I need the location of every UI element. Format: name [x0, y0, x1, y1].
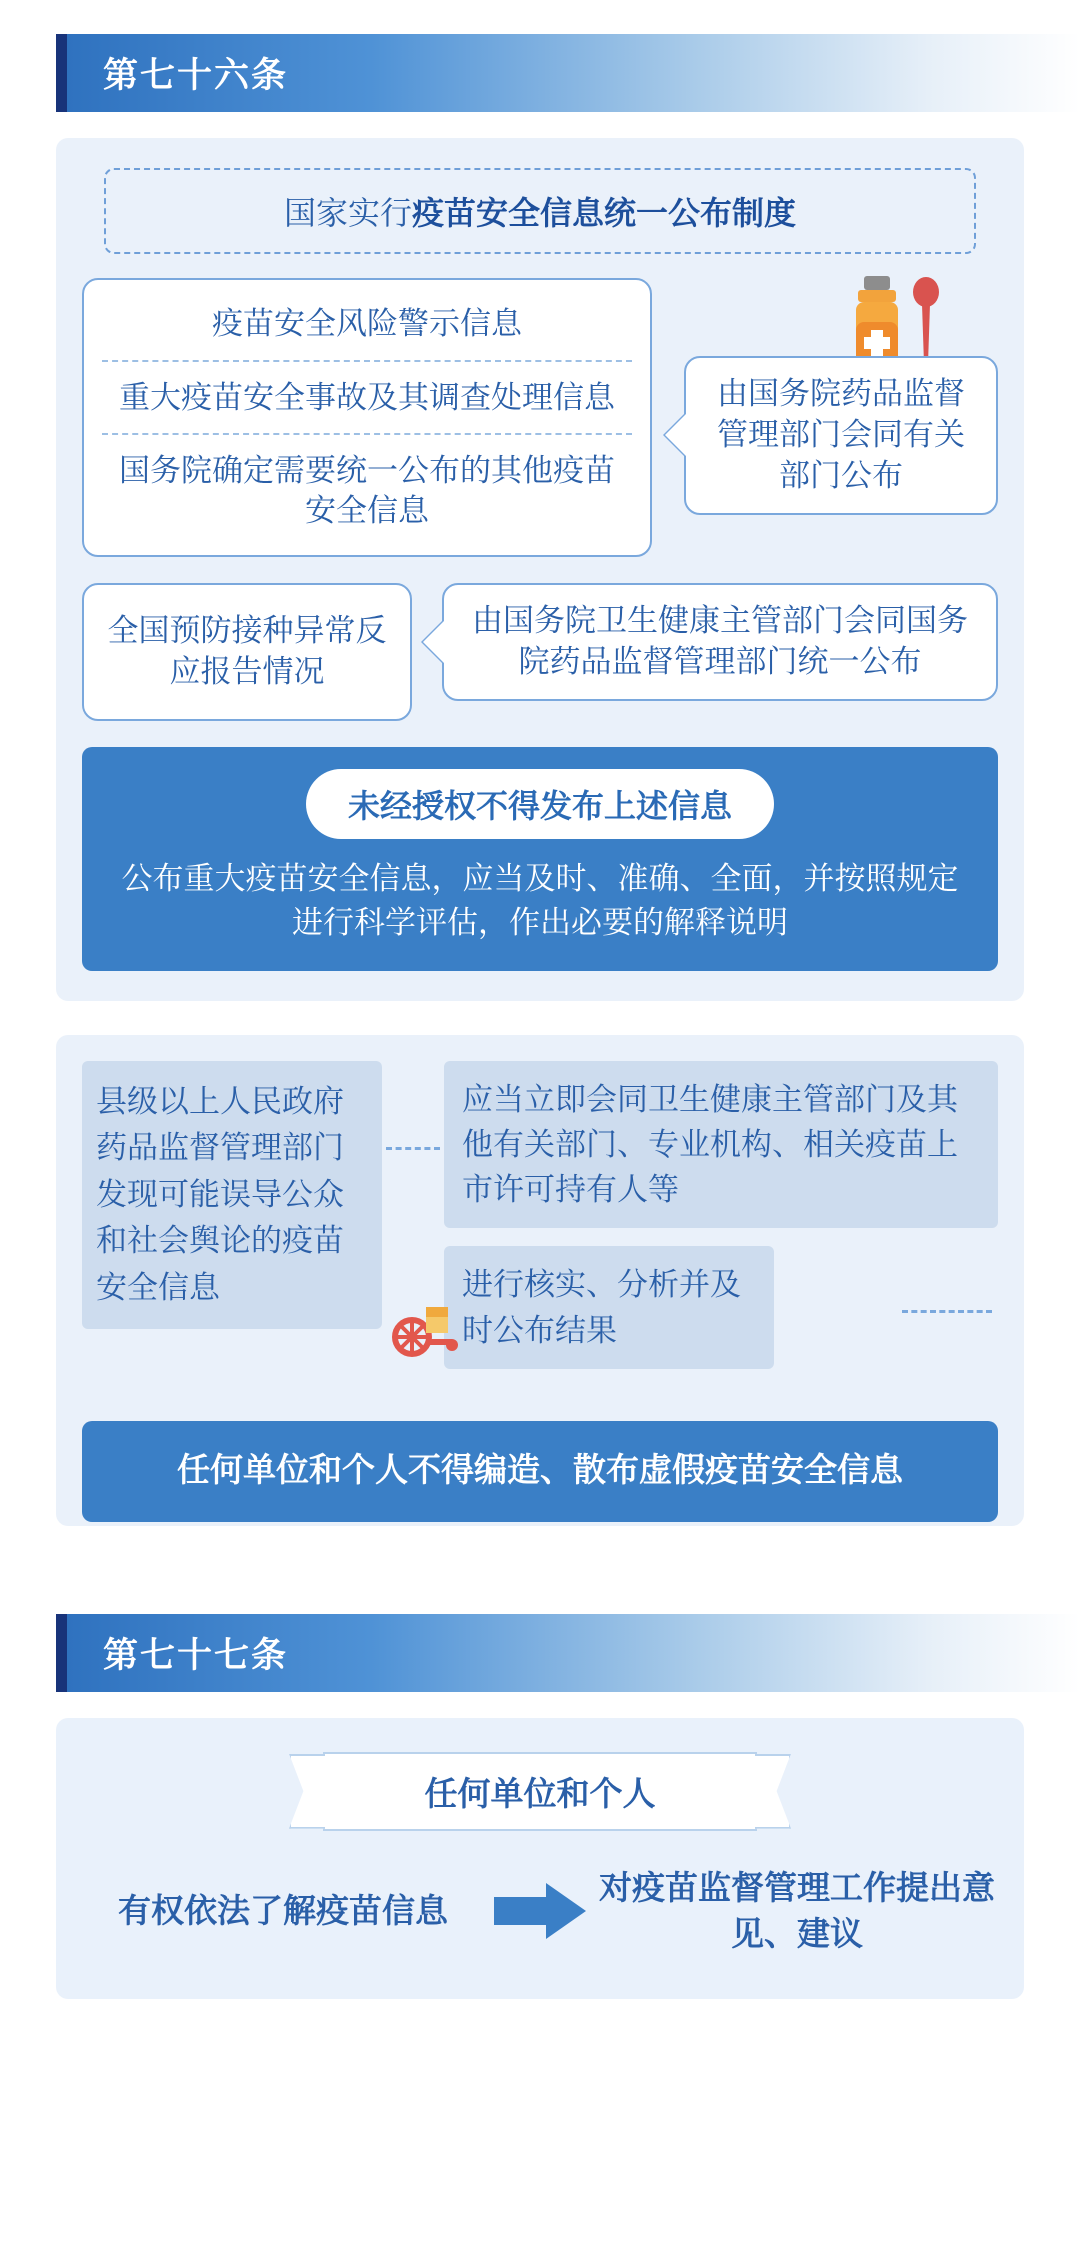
right-to-know-text: 有权依法了解疫苗信息: [118, 1891, 448, 1929]
info-items-column: [82, 278, 652, 557]
list-item: 疫苗安全风险警示信息: [102, 288, 632, 362]
banner-gradient: [67, 1614, 1080, 1692]
county-panel: [56, 1035, 1024, 1526]
dotted-connector-icon: [386, 1147, 440, 1150]
rights-row: [82, 1865, 998, 1957]
publisher-text-1: 由国务院药品监督管理部门会同有关部门公布: [717, 376, 965, 493]
headline-prefix: 国家实行: [283, 195, 412, 231]
report-row: [82, 583, 998, 721]
banner-gradient: [67, 34, 1080, 112]
ribbon-label: 任何单位和个人: [323, 1752, 757, 1831]
report-item-text: 全国预防接种异常反应报告情况: [107, 612, 387, 689]
info-and-publisher-row: [82, 278, 998, 557]
dotted-connector-icon-2: [902, 1310, 992, 1313]
publisher-callout-1: [684, 356, 998, 515]
county-action-1: 应当立即会同卫生健康主管部门及其他有关部门、专业机构、相关疫苗上市许可持有人等: [444, 1061, 998, 1229]
section-title-77: 第七十七条: [103, 1635, 289, 1675]
section-title: 第七十六条: [103, 56, 289, 95]
article-76-panel: [56, 138, 1024, 1001]
emphasis-pill: 未经授权不得发布上述信息: [306, 769, 774, 839]
banner-accent-bar: [56, 1614, 67, 1692]
publisher-column: [652, 278, 998, 515]
publisher-text-2: 由国务院卫生健康主管部门会同国务院药品监督管理部门统一公布: [472, 602, 968, 679]
info-items-box: [82, 278, 652, 557]
publisher-callout-2: [442, 583, 998, 701]
prohibition-text: 任何单位和个人不得编造、散布虚假疫苗安全信息: [177, 1450, 903, 1488]
headline-emphasis: 疫苗安全信息统一公布制度: [412, 195, 797, 231]
arrow-right-icon: [494, 1883, 586, 1939]
publisher-2-column: [412, 583, 998, 721]
report-item-column: [82, 583, 412, 721]
report-item-box: [82, 583, 412, 721]
headline-statement: [104, 168, 976, 254]
section-banner-article-77: [56, 1614, 1080, 1692]
banner-accent-bar: [56, 34, 67, 112]
emphasis-block: [82, 747, 998, 971]
county-flow: [82, 1061, 998, 1369]
infographic-page: [0, 34, 1080, 2039]
article-77-panel: [56, 1718, 1024, 1999]
medicine-cart-icon: [382, 1279, 468, 1359]
county-action-2: 进行核实、分析并及时公布结果: [444, 1246, 774, 1369]
right-to-suggest-text: 对疫苗监督管理工作提出意见、建议: [599, 1868, 995, 1952]
county-subject: 县级以上人民政府药品监督管理部门发现可能误导公众和社会舆论的疫苗安全信息: [82, 1061, 382, 1330]
prohibition-block: [82, 1421, 998, 1522]
callout-tail-icon: [423, 620, 445, 664]
list-item: 国务院确定需要统一公布的其他疫苗安全信息: [119, 453, 615, 529]
list-item: 重大疫苗安全事故及其调查处理信息: [102, 362, 632, 436]
county-actions: [444, 1061, 998, 1369]
emphasis-text: 公布重大疫苗安全信息，应当及时、准确、全面，并按照规定进行科学评估，作出必要的解释说明: [121, 860, 959, 940]
callout-tail-icon: [665, 413, 687, 457]
section-banner-article-76: [56, 34, 1080, 112]
